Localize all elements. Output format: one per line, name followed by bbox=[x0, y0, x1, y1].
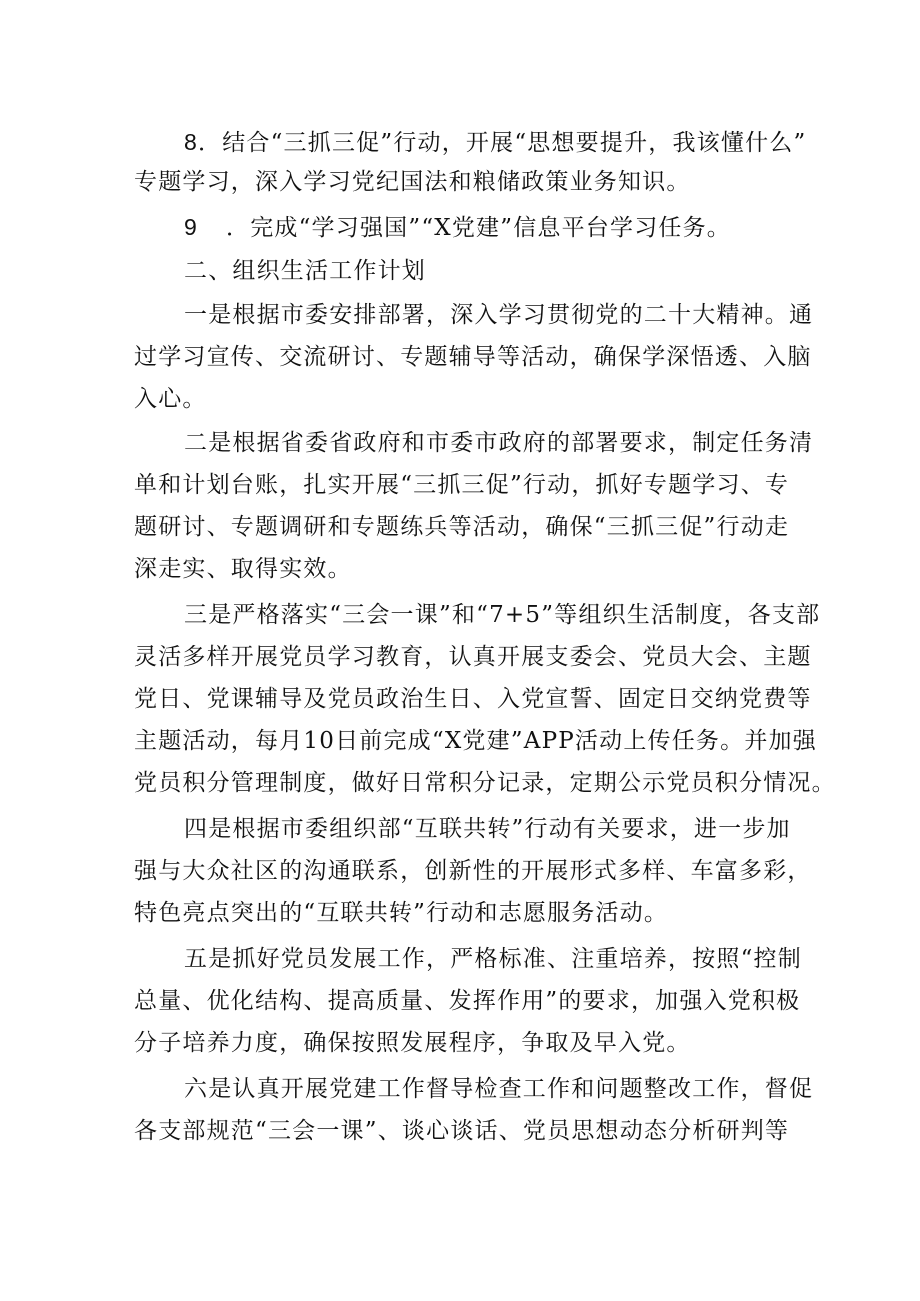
paragraph-6-line-1: 六是认真开展党建工作督导检查工作和问题整改工作，督促 bbox=[184, 1076, 814, 1102]
paragraph-1-line-2: 过学习宣传、交流研讨、专题辅导等活动，确保学深悟透、入脑 bbox=[134, 344, 812, 370]
paragraph-2-line-3: 题研讨、专题调研和专题练兵等活动，确保“三抓三促”行动走 bbox=[134, 514, 790, 540]
item-9-text: ．完成“学习强国”“X党建”信息平台学习任务。 bbox=[226, 215, 732, 241]
paragraph-1-line-3: 入心。 bbox=[134, 386, 207, 412]
item-8-text: ．结合“三抓三促”行动，开展“思想要提升，我该懂什么” bbox=[198, 130, 807, 156]
paragraph-5-line-3: 分子培养力度，确保按照发展程序，争取及早入党。 bbox=[134, 1030, 691, 1056]
paragraph-4-line-3: 特色亮点突出的“互联共转”行动和志愿服务活动。 bbox=[134, 900, 669, 926]
paragraph-2-line-2: 单和计划台账，扎实开展“三抓三促”行动，抓好专题学习、专 bbox=[134, 472, 790, 498]
paragraph-2-line-4: 深走实、取得实效。 bbox=[134, 556, 352, 582]
paragraph-3-line-5: 党员积分管理制度，做好日常积分记录，定期公示党员积分情况。 bbox=[134, 770, 836, 796]
paragraph-6-line-2: 各支部规范“三会一课”、谈心谈话、党员思想动态分析研判等 bbox=[134, 1118, 790, 1144]
paragraph-3-line-3: 党日、党课辅导及党员政治生日、入党宣誓、固定日交纳党费等 bbox=[134, 686, 812, 712]
paragraph-3-line-1: 三是严格落实“三会一课”和“7+5”等组织生活制度，各支部 bbox=[184, 602, 821, 628]
item-8-line-2: 专题学习，深入学习党纪国法和粮储政策业务知识。 bbox=[134, 169, 691, 195]
paragraph-4-line-1: 四是根据市委组织部“互联共转”行动有关要求，进一步加 bbox=[184, 816, 791, 842]
item-9-number: 9 bbox=[184, 214, 198, 240]
item-8-line-1 bbox=[184, 127, 806, 158]
paragraph-2-line-1: 二是根据省委省政府和市委市政府的部署要求，制定任务清 bbox=[184, 430, 814, 456]
paragraph-3-line-4: 主题活动，每月10日前完成“X党建”APP活动上传任务。并加强 bbox=[134, 728, 817, 754]
paragraph-5-line-2: 总量、优化结构、提高质量、发挥作用”的要求，加强入党积极 bbox=[134, 988, 801, 1014]
paragraph-1-line-1: 一是根据市委安排部署，深入学习贯彻党的二十大精神。通 bbox=[184, 302, 814, 328]
item-9-line bbox=[184, 212, 731, 243]
item-8-number: 8 bbox=[184, 129, 198, 155]
paragraph-5-line-1: 五是抓好党员发展工作，严格标准、注重培养，按照“控制 bbox=[184, 946, 802, 972]
section-heading: 二、组织生活工作计划 bbox=[184, 258, 426, 284]
paragraph-4-line-2: 强与大众社区的沟通联系，创新性的开展形式多样、车富多彩， bbox=[134, 858, 812, 884]
paragraph-3-line-2: 灵活多样开展党员学习教育，认真开展支委会、党员大会、主题 bbox=[134, 644, 812, 670]
